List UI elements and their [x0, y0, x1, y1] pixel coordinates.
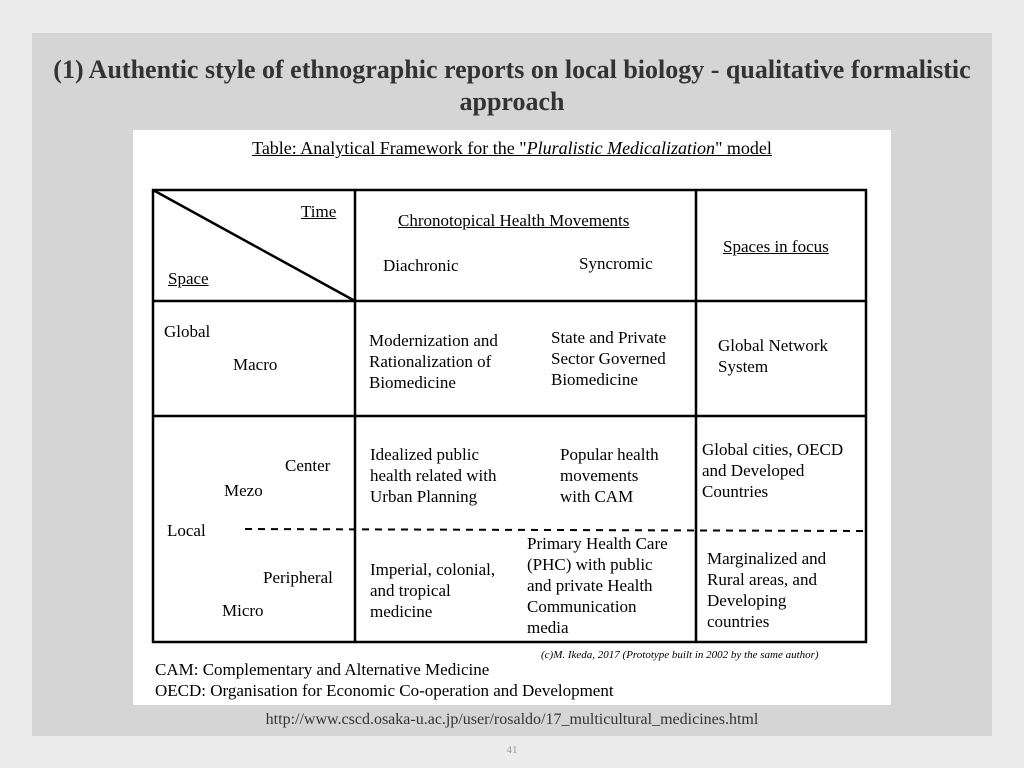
header-spaces-in-focus: Spaces in focus [723, 237, 829, 256]
cell-line: and private Health [527, 576, 653, 595]
cell-line: Developing [707, 591, 787, 610]
cell-line: and tropical [370, 581, 451, 600]
cell-line: and Developed [702, 461, 805, 480]
cell-line: Modernization and [369, 331, 498, 350]
header-chronotopical: Chronotopical Health Movements [398, 211, 630, 230]
cell-micro-syncromic [527, 533, 668, 638]
cell-line: Marginalized and [707, 549, 827, 568]
cell-line: Popular health [560, 445, 659, 464]
cell-line: Idealized public [370, 445, 480, 464]
cell-line: State and Private [551, 328, 667, 347]
cell-line: Communication [527, 597, 637, 616]
cell-line: Rural areas, and [707, 570, 817, 589]
cell-line: Global cities, OECD [702, 440, 844, 459]
cell-line: Primary Health Care [527, 534, 668, 553]
row-label-mezo: Mezo [224, 481, 263, 500]
footnote-cam: CAM: Complementary and Alternative Medicine [155, 660, 490, 679]
cell-mezo-diachronic [370, 444, 497, 507]
caption-prefix: Table: Analytical Framework for the " [252, 138, 527, 158]
row-label-micro: Micro [222, 601, 264, 620]
row-label-center: Center [285, 456, 331, 475]
caption-suffix: " model [715, 138, 772, 158]
cell-line: movements [560, 466, 639, 485]
row-label-macro: Macro [233, 355, 278, 374]
cell-line: with CAM [560, 487, 634, 506]
source-url: http://www.cscd.osaka-u.ac.jp/user/rosaldo/17_multicultural_medicines.html [265, 711, 759, 728]
cell-line: health related with [370, 466, 497, 485]
cell-macro-diachronic [369, 330, 498, 393]
cell-line: Global Network [718, 336, 829, 355]
table-credit: (c)M. Ikeda, 2017 (Prototype built in 2002 by the same author) [541, 649, 819, 661]
cell-line: media [527, 618, 569, 637]
header-diachronic: Diachronic [383, 256, 459, 275]
cell-mezo-syncromic [560, 444, 659, 507]
cell-line: (PHC) with public [527, 555, 653, 574]
cell-line: countries [707, 612, 770, 631]
cell-micro-diachronic [370, 559, 495, 622]
cell-line: Sector Governed [551, 349, 666, 368]
cell-line: System [718, 357, 769, 376]
local-dashed-divider [245, 529, 866, 531]
row-label-peripheral: Peripheral [263, 568, 333, 587]
page-number: 41 [506, 744, 518, 756]
cell-line: Biomedicine [551, 370, 638, 389]
cell-line: medicine [370, 602, 433, 621]
cell-macro-spaces [718, 335, 828, 377]
cell-micro-spaces [707, 548, 826, 632]
corner-space-label: Space [168, 269, 209, 288]
cell-line: Biomedicine [369, 373, 456, 392]
cell-line: Rationalization of [369, 352, 492, 371]
slide-title: (1) Authentic style of ethnographic reports on local biology - qualitative formalistic approach [53, 55, 971, 116]
footnote-oecd: OECD: Organisation for Economic Co-operation and Development [155, 681, 614, 700]
caption-italic: Pluralistic Medicalization [526, 138, 716, 158]
header-syncromic: Syncromic [579, 254, 653, 273]
corner-time-label: Time [301, 202, 337, 221]
cell-macro-syncromic [551, 327, 666, 390]
table-figure [133, 130, 891, 705]
cell-line: Imperial, colonial, [370, 560, 496, 579]
cell-line: Countries [702, 482, 769, 501]
cell-mezo-spaces [702, 439, 843, 502]
row-label-global: Global [164, 322, 211, 341]
row-label-local: Local [167, 521, 206, 540]
cell-line: Urban Planning [370, 487, 478, 506]
